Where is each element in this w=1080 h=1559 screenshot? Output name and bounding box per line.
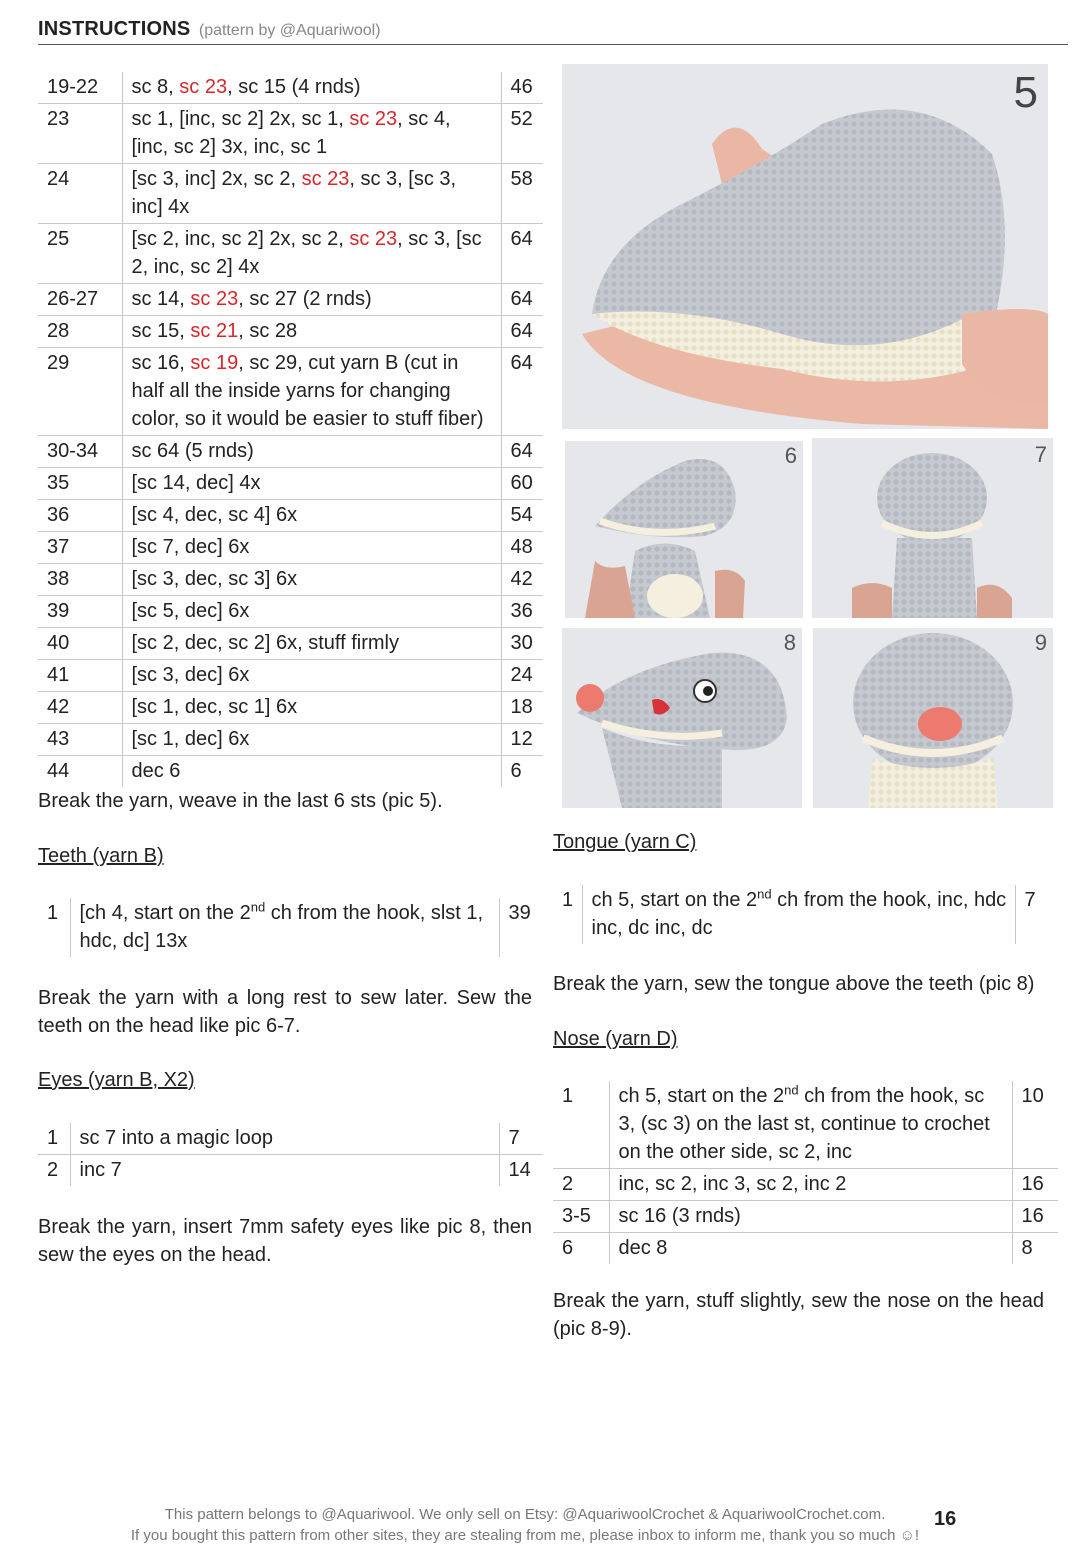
round-number: 42 bbox=[47, 696, 70, 718]
round-instruction: sc 16, sc 19, sc 29, cut yarn B (cut in half all the inside yarns for changing color, so it would be easier to stuff fiber) bbox=[122, 348, 501, 436]
round-instruction: sc 14, sc 23, sc 27 (2 rnds) bbox=[122, 284, 501, 316]
round-number: 2 bbox=[47, 1159, 59, 1181]
table-row bbox=[38, 692, 543, 724]
highlight-stitch: sc 23 bbox=[301, 168, 350, 190]
round-number: 1 bbox=[562, 1085, 574, 1107]
round-number: 43 bbox=[47, 728, 70, 750]
tongue-table bbox=[553, 885, 1058, 944]
round-number: 2 bbox=[562, 1173, 574, 1195]
table-row bbox=[38, 596, 543, 628]
photo-5 bbox=[562, 64, 1048, 429]
stitch-count: 54 bbox=[501, 500, 543, 532]
round-instruction: inc, sc 2, inc 3, sc 2, inc 2 bbox=[609, 1169, 1012, 1201]
stitch-count: 16 bbox=[1012, 1169, 1058, 1201]
teeth-heading: Teeth (yarn B) bbox=[38, 845, 164, 867]
table-row bbox=[38, 1123, 543, 1155]
photo-6 bbox=[565, 441, 803, 618]
table-row bbox=[38, 436, 543, 468]
stitch-count: 64 bbox=[501, 348, 543, 436]
shark-head-side-image bbox=[562, 64, 1048, 429]
table-row bbox=[553, 885, 1058, 944]
highlight-stitch: sc 23 bbox=[190, 288, 239, 310]
stitch-count: 24 bbox=[501, 660, 543, 692]
round-number: 41 bbox=[47, 664, 70, 686]
table-row bbox=[38, 468, 543, 500]
round-number: 39 bbox=[47, 600, 70, 622]
stitch-count: 64 bbox=[501, 436, 543, 468]
round-instruction: sc 7 into a magic loop bbox=[70, 1123, 499, 1155]
page-subtitle: (pattern by @Aquariwool) bbox=[198, 22, 381, 39]
round-number: 23 bbox=[47, 108, 70, 130]
stitch-count: 39 bbox=[508, 902, 531, 924]
photo-7 bbox=[812, 438, 1053, 618]
round-number: 37 bbox=[47, 536, 70, 558]
nose-note: Break the yarn, stuff slightly, sew the nose on the head (pic 8-9). bbox=[553, 1290, 1044, 1340]
highlight-stitch: sc 23 bbox=[179, 76, 228, 98]
stitch-count: 7 bbox=[1024, 889, 1036, 911]
round-number: 28 bbox=[47, 320, 70, 342]
photo-number: 7 bbox=[1034, 442, 1047, 467]
round-instruction: inc 7 bbox=[70, 1155, 499, 1187]
table-row bbox=[38, 284, 543, 316]
round-number: 25 bbox=[47, 228, 70, 250]
stitch-count: 6 bbox=[501, 756, 543, 788]
photo-number: 6 bbox=[784, 443, 797, 468]
round-number: 44 bbox=[47, 760, 70, 782]
photo-number: 9 bbox=[1034, 630, 1047, 655]
round-number: 29 bbox=[47, 352, 70, 374]
round-instruction: sc 16 (3 rnds) bbox=[609, 1201, 1012, 1233]
round-number: 1 bbox=[562, 889, 574, 911]
table-row bbox=[38, 756, 543, 788]
table-row bbox=[38, 660, 543, 692]
stitch-count: 10 bbox=[1012, 1081, 1058, 1169]
table-row bbox=[38, 1155, 543, 1187]
stitch-count: 7 bbox=[499, 1123, 543, 1155]
photo-9 bbox=[813, 628, 1053, 808]
page-header bbox=[38, 18, 1068, 45]
round-number: 38 bbox=[47, 568, 70, 590]
photo-number: 5 bbox=[1013, 68, 1038, 117]
eyes-heading: Eyes (yarn B, X2) bbox=[38, 1069, 195, 1091]
stitch-count: 18 bbox=[501, 692, 543, 724]
page-title: INSTRUCTIONS bbox=[38, 18, 191, 40]
stitch-count: 52 bbox=[501, 104, 543, 164]
round-instruction: [ch 4, start on the 2nd ch from the hook, slst 1, hdc, dc] 13x bbox=[70, 898, 499, 957]
round-instruction: [sc 7, dec] 6x bbox=[122, 532, 501, 564]
teeth-table bbox=[38, 898, 543, 957]
table-row bbox=[38, 164, 543, 224]
stitch-count: 16 bbox=[1012, 1201, 1058, 1233]
teeth-note: Break the yarn with a long rest to sew later. Sew the teeth on the head like pic 6-7. bbox=[38, 987, 532, 1037]
round-number: 35 bbox=[47, 472, 70, 494]
main-rounds-table bbox=[38, 72, 543, 787]
round-instruction: [sc 4, dec, sc 4] 6x bbox=[122, 500, 501, 532]
table-row bbox=[38, 72, 543, 104]
round-instruction: [sc 1, dec] 6x bbox=[122, 724, 501, 756]
stitch-count: 64 bbox=[501, 284, 543, 316]
round-instruction: [sc 3, dec] 6x bbox=[122, 660, 501, 692]
table-row bbox=[553, 1081, 1058, 1169]
table-row bbox=[38, 104, 543, 164]
photo-number: 8 bbox=[783, 630, 796, 655]
photo-8 bbox=[562, 628, 802, 808]
round-instruction: sc 8, sc 23, sc 15 (4 rnds) bbox=[122, 72, 501, 104]
stitch-count: 64 bbox=[501, 224, 543, 284]
shark-teeth-side-image bbox=[812, 438, 1053, 618]
main-finish-note: Break the yarn, weave in the last 6 sts (pic 5). bbox=[38, 790, 443, 812]
round-instruction: [sc 14, dec] 4x bbox=[122, 468, 501, 500]
shark-head-front-nose-image bbox=[813, 628, 1053, 808]
round-instruction: sc 1, [inc, sc 2] 2x, sc 1, sc 23, sc 4, [inc, sc 2] 3x, inc, sc 1 bbox=[122, 104, 501, 164]
round-number: 6 bbox=[562, 1237, 574, 1259]
nose-table bbox=[553, 1081, 1058, 1264]
round-number: 26-27 bbox=[47, 288, 99, 310]
highlight-stitch: sc 19 bbox=[190, 352, 239, 374]
stitch-count: 46 bbox=[501, 72, 543, 104]
round-number: 1 bbox=[47, 1127, 59, 1149]
round-number: 3-5 bbox=[562, 1205, 591, 1227]
round-instruction: [sc 3, inc] 2x, sc 2, sc 23, sc 3, [sc 3, inc] 4x bbox=[122, 164, 501, 224]
round-instruction: [sc 5, dec] 6x bbox=[122, 596, 501, 628]
eyes-note: Break the yarn, insert 7mm safety eyes like pic 8, then sew the eyes on the head. bbox=[38, 1216, 532, 1266]
stitch-count: 36 bbox=[501, 596, 543, 628]
stitch-count: 30 bbox=[501, 628, 543, 660]
stitch-count: 60 bbox=[501, 468, 543, 500]
round-number: 40 bbox=[47, 632, 70, 654]
round-instruction: ch 5, start on the 2nd ch from the hook, inc, hdc inc, dc inc, dc bbox=[582, 885, 1015, 944]
table-row bbox=[38, 348, 543, 436]
table-row bbox=[38, 500, 543, 532]
table-row bbox=[38, 898, 543, 957]
stitch-count: 58 bbox=[501, 164, 543, 224]
tongue-heading: Tongue (yarn C) bbox=[553, 831, 697, 853]
round-instruction: sc 15, sc 21, sc 28 bbox=[122, 316, 501, 348]
table-row bbox=[38, 532, 543, 564]
table-row bbox=[38, 564, 543, 596]
table-row bbox=[38, 628, 543, 660]
stitch-count: 8 bbox=[1012, 1233, 1058, 1265]
round-instruction: sc 64 (5 rnds) bbox=[122, 436, 501, 468]
round-instruction: [sc 2, dec, sc 2] 6x, stuff firmly bbox=[122, 628, 501, 660]
stitch-count: 12 bbox=[501, 724, 543, 756]
page-number: 16 bbox=[934, 1508, 957, 1530]
round-number: 1 bbox=[47, 902, 59, 924]
nose-heading: Nose (yarn D) bbox=[553, 1028, 678, 1050]
table-row bbox=[38, 224, 543, 284]
round-number: 36 bbox=[47, 504, 70, 526]
tongue-note: Break the yarn, sew the tongue above the teeth (pic 8) bbox=[553, 973, 1035, 995]
round-instruction: [sc 2, inc, sc 2] 2x, sc 2, sc 23, sc 3, [sc 2, inc, sc 2] 4x bbox=[122, 224, 501, 284]
table-row bbox=[553, 1169, 1058, 1201]
stitch-count: 14 bbox=[499, 1155, 543, 1187]
stitch-count: 64 bbox=[501, 316, 543, 348]
table-row bbox=[38, 724, 543, 756]
highlight-stitch: sc 23 bbox=[349, 228, 398, 250]
round-instruction: dec 8 bbox=[609, 1233, 1012, 1265]
highlight-stitch: sc 23 bbox=[349, 108, 398, 130]
table-row bbox=[553, 1201, 1058, 1233]
footer-line-1: This pattern belongs to @Aquariwool. We only sell on Etsy: @AquariwoolCrochet & AquariwoolCrochet.com. bbox=[164, 1506, 886, 1523]
round-number: 30-34 bbox=[47, 440, 99, 462]
round-number: 19-22 bbox=[47, 76, 99, 98]
stitch-count: 42 bbox=[501, 564, 543, 596]
table-row bbox=[553, 1233, 1058, 1265]
eyes-table bbox=[38, 1123, 543, 1186]
round-instruction: [sc 1, dec, sc 1] 6x bbox=[122, 692, 501, 724]
round-number: 24 bbox=[47, 168, 70, 190]
shark-teeth-front-image bbox=[565, 441, 803, 618]
shark-face-eye-nose-image bbox=[562, 628, 802, 808]
footer-line-2: If you bought this pattern from other sites, they are stealing from me, please inbox to inform me, thank you so much ☺! bbox=[130, 1527, 920, 1544]
highlight-stitch: sc 21 bbox=[190, 320, 239, 342]
stitch-count: 48 bbox=[501, 532, 543, 564]
round-instruction: ch 5, start on the 2nd ch from the hook, sc 3, (sc 3) on the last st, continue to crochet on the other side, sc 2, inc bbox=[609, 1081, 1012, 1169]
round-instruction: dec 6 bbox=[122, 756, 501, 788]
table-row bbox=[38, 316, 543, 348]
round-instruction: [sc 3, dec, sc 3] 6x bbox=[122, 564, 501, 596]
